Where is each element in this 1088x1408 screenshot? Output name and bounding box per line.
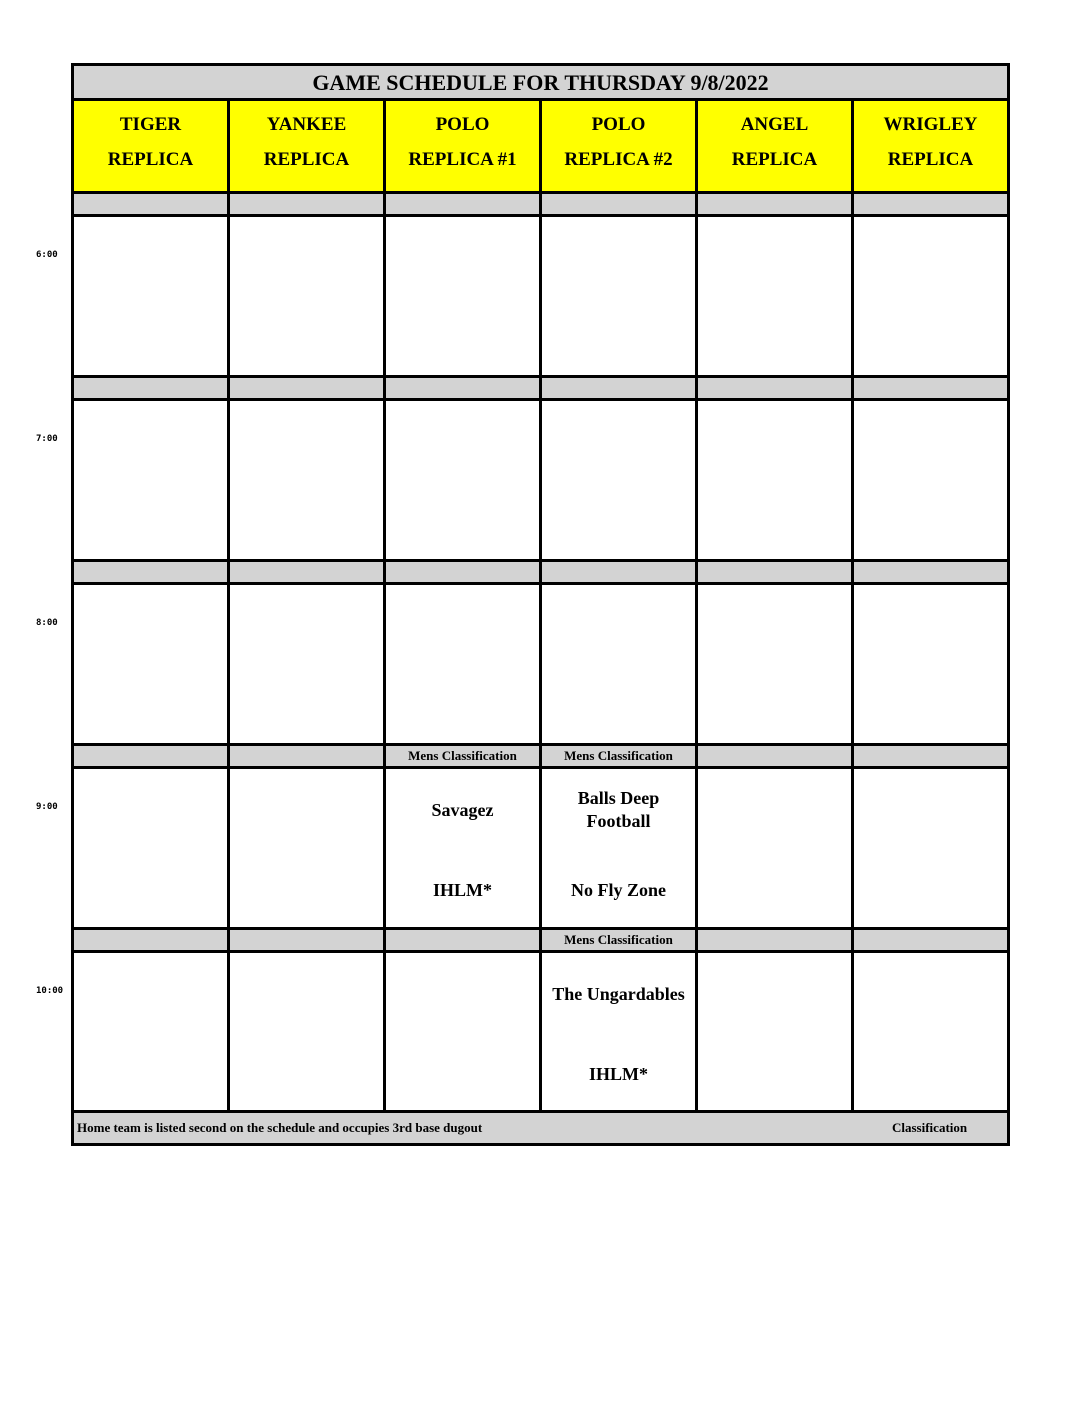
schedule-table: [71, 63, 1010, 1146]
game-slot: [854, 953, 1007, 1110]
classification-band: [854, 746, 1007, 766]
classification-band: [74, 378, 227, 398]
game-slot: [74, 401, 227, 559]
game-slot: [698, 953, 851, 1110]
game-slot: [854, 401, 1007, 559]
field-header-wrigley: WRIGLEY REPLICA: [854, 101, 1007, 191]
classification-band: [386, 378, 539, 398]
game-slot: [386, 953, 539, 1110]
classification-band-polo-2-9: Mens Classification: [542, 746, 695, 766]
field-header-angel: ANGEL REPLICA: [698, 101, 851, 191]
classification-band: [386, 930, 539, 950]
game-slot: [74, 953, 227, 1110]
home-team: IHLM*: [432, 880, 492, 900]
schedule-footer: [74, 1113, 1007, 1143]
away-team: Savagez: [431, 800, 494, 820]
classification-band: [74, 194, 227, 214]
field-header-polo-1: POLO REPLICA #1: [386, 101, 539, 191]
game-slot: [74, 585, 227, 743]
away-team-line1: Balls Deep: [577, 788, 660, 808]
game-slot: [542, 401, 695, 559]
field-header-polo-2: POLO REPLICA #2: [542, 101, 695, 191]
classification-band: [386, 562, 539, 582]
time-label-6: 6:00: [36, 250, 58, 260]
classification-band-polo-1-9: Mens Classification: [386, 746, 539, 766]
time-label-10: 10:00: [36, 986, 64, 996]
classification-band: [698, 378, 851, 398]
classification-label: Classification: [892, 1120, 968, 1135]
home-team: No Fly Zone: [570, 880, 666, 900]
classification-band: [230, 194, 383, 214]
schedule-title: GAME SCHEDULE FOR THURSDAY 9/8/2022: [74, 66, 1007, 98]
classification-band: [230, 378, 383, 398]
classification-band: [542, 378, 695, 398]
game-slot: [230, 769, 383, 927]
game-slot: [74, 769, 227, 927]
classification-band-polo-2-10: Mens Classification: [542, 930, 695, 950]
classification-band: [74, 562, 227, 582]
field-header-yankee: YANKEE REPLICA: [230, 101, 383, 191]
classification-band: [698, 746, 851, 766]
game-slot: [698, 585, 851, 743]
game-slot: [230, 953, 383, 1110]
game-slot: [386, 217, 539, 375]
classification-band: [698, 194, 851, 214]
game-slot: [74, 217, 227, 375]
classification-band: [542, 562, 695, 582]
classification-band: [854, 194, 1007, 214]
classification-band: [230, 930, 383, 950]
home-team: IHLM*: [588, 1064, 648, 1084]
classification-band: [854, 930, 1007, 950]
time-label-8: 8:00: [36, 618, 58, 628]
game-slot: [698, 769, 851, 927]
game-slot: [698, 217, 851, 375]
classification-band: [386, 194, 539, 214]
classification-band: [542, 194, 695, 214]
game-slot: [230, 217, 383, 375]
classification-band: [74, 930, 227, 950]
away-team: The Ungardables: [552, 984, 685, 1004]
home-team-note: Home team is listed second on the schedule and occupies 3rd base dugout: [77, 1120, 483, 1135]
game-slot: [854, 585, 1007, 743]
game-slot: [854, 217, 1007, 375]
game-slot: [542, 217, 695, 375]
classification-band: [74, 746, 227, 766]
classification-band: [698, 930, 851, 950]
time-label-7: 7:00: [36, 434, 58, 444]
game-slot: [854, 769, 1007, 927]
game-slot-polo-2-10: [542, 953, 695, 1110]
classification-band: [698, 562, 851, 582]
time-label-9: 9:00: [36, 802, 58, 812]
game-slot-polo-2-9: [542, 769, 695, 927]
classification-band: [854, 378, 1007, 398]
classification-band: [230, 562, 383, 582]
game-slot: [386, 401, 539, 559]
field-header-tiger: TIGER REPLICA: [74, 101, 227, 191]
game-slot: [230, 401, 383, 559]
away-team-line2: Football: [586, 811, 651, 831]
classification-band: [854, 562, 1007, 582]
classification-band: [230, 746, 383, 766]
game-slot: [386, 585, 539, 743]
game-slot: [230, 585, 383, 743]
game-slot: [698, 401, 851, 559]
game-slot-polo-1-9: [386, 769, 539, 927]
game-slot: [542, 585, 695, 743]
